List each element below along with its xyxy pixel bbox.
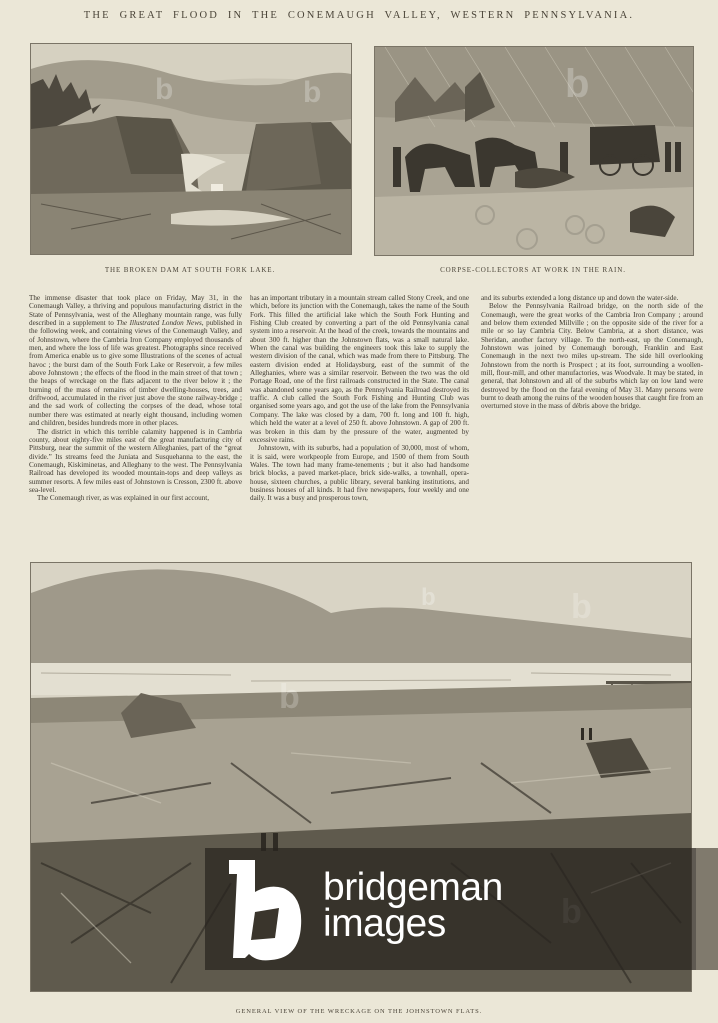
- wordmark-line-1: bridgeman: [323, 866, 503, 909]
- svg-text:b: b: [155, 73, 174, 106]
- illustration-corpse-collectors: [374, 46, 694, 256]
- broken-dam-engraving: [31, 44, 351, 254]
- bridgeman-wordmark: [323, 866, 503, 945]
- svg-text:b: b: [279, 678, 300, 716]
- caption-broken-dam: THE BROKEN DAM AT SOUTH FORK LAKE.: [104, 266, 276, 274]
- publication-title: The Illustrated London News: [116, 319, 202, 328]
- page-masthead: THE GREAT FLOOD IN THE CONEMAUGH VALLEY, WESTERN PENNSYLVANIA.: [83, 10, 635, 21]
- article-paragraph: The Conemaugh river, as was explained in our first account,: [37, 494, 210, 503]
- article-paragraph: and its suburbs extended a long distance up and down the water-side.: [481, 294, 679, 302]
- article-column-2: [250, 294, 469, 503]
- svg-text:b: b: [565, 62, 590, 106]
- article-paragraph: The district in which this terrible calamity happened is in Cambria county, about eighty-five miles east of the great manufacturing city of Pittsburg, near the summit of the western Alleghanies, part of the “great divide.” Its streams feed the Juniata and Susquehanna to the east, the Conemaugh, Kiskiminetas, and Alleghany to the west. The Pennsylvania Railroad has developed its wooded mountain-tops and deep valleys as summer resorts. A few miles east of Johnstown is Cresson, 2300 ft. above sea-level.: [29, 427, 242, 494]
- corpse-collectors-engraving: [375, 47, 693, 255]
- article-column-3: [481, 294, 703, 411]
- svg-text:b: b: [571, 588, 592, 626]
- wordmark-line-2: images: [323, 902, 446, 945]
- article-paragraph: The immense disaster that took place on Friday, May 31, in the Conemaugh Valley, a thriving and populous manufacturing district in the State of Pennsylvania, west of the Alleghany mountain range, was fully described in a supplement to The Illustrated London News, published in the following week, and containing views of the Conemaugh Valley, and of Johnstown, where the Cambria Iron Company employed thousands of men, and where the loss of life was greatest. Photographs since received from America enable us to give some Illustrations of the scenes of actual havoc ; the burst dam of the South Fork Lake or Reservoir, a few miles above Johnstown ; the effects of the flood in the main street of that town ; the heaps of wreckage on the flats adjacent to the river below it ; the burning of the mass of remains of timber dwelling-houses, trees, and driftwood, accumulated in the river just above the stone railway-bridge ; and the sad work of collecting the corpses of the dead, whose total number there was estimated at nearly eight thousand, including women and children, besides hundreds more in other places.: [29, 294, 242, 428]
- bridgeman-logo-icon: [225, 854, 305, 964]
- article-paragraph: Below the Pennsylvania Railroad bridge, on the north side of the Conemaugh, were the great works of the Cambria Iron Company ; around and below them extended Millville ; on the opposite side of the river for a mile or so lay Cambria City. Below Cambria, at a short distance, was Sheridan, another factory village. To the north-east, up the Conemaugh, Johnstown was joined by Conemaugh borough, Franklin and East Conemaugh in the next two miles up-stream. The side hill overlooking Johnstown from the north is Prospect ; at its foot, surrounding a woollen-mill, flour-mill, and other manufactories, was Woodvale. It may be stated, in general, that Johnstown and all of the suburbs which lay on low land were destroyed by the flood on the fatal evening of May 31. Many persons were burnt to death among the ruins of the wooden houses that caught fire from an overturned stove in the mass of débris above the bridge.: [481, 302, 703, 411]
- article-column-1: [29, 294, 242, 503]
- banner-edge: [696, 848, 718, 970]
- article-paragraph: has an important tributary in a mountain stream called Stony Creek, and one which, before its junction with the Conemaugh, takes the name of the South Fork. This filled the artificial lake which the South Fork Hunting and Fishing Club created by converting a part of the old Pennsylvania canal system into a reservoir. At the head of the creek, towards the mountains and about 300 ft. higher than the Johnstown flats, was a small natural lake. When the canal was building the engineers took this lake to supply the western division of the canal, which was made from there to Pittsburg. The eastern division ended at Holidaysburg, east of the summit of the Alleghanies, where was a similar reservoir. Between the two was the old Portage Road, one of the first railroads constructed in the State. The canal was abandoned some years ago, as the Pennsylvania Railroad destroyed its traffic. A club called the South Fork Fishing and Hunting Club was organised some years ago, and got the use of the lake from the Pennsylvania Company. The lake was closed by a dam, 700 ft. long and 100 ft. high, which held the water at a level of 250 ft. above Johnstown. A gap of 200 ft. was broken in this dam by the pressure of the water, augmented by excessive rains.: [250, 294, 469, 444]
- caption-wreckage-panorama: GENERAL VIEW OF THE WRECKAGE ON THE JOHNSTOWN FLATS.: [235, 1008, 483, 1015]
- svg-text:b: b: [421, 584, 436, 611]
- svg-text:b: b: [303, 76, 322, 109]
- caption-corpse-collectors: CORPSE-COLLECTORS AT WORK IN THE RAIN.: [440, 266, 626, 274]
- illustration-broken-dam: [30, 43, 352, 255]
- bridgeman-watermark-banner: [205, 848, 718, 970]
- article-paragraph: Johnstown, with its suburbs, had a population of 30,000, most of whom, it is said, were workpeople from Europe, and 1500 of them from South Wales. The town had many frame-tenements ; but it also had handsome brick blocks, a paved market-place, brick side-walks, a townhall, opera-house, sixteen churches, a public library, several banking institutions, and business houses of all kinds. It had five newspapers, four weekly and one daily. It was a busy and prosperous town,: [250, 444, 469, 503]
